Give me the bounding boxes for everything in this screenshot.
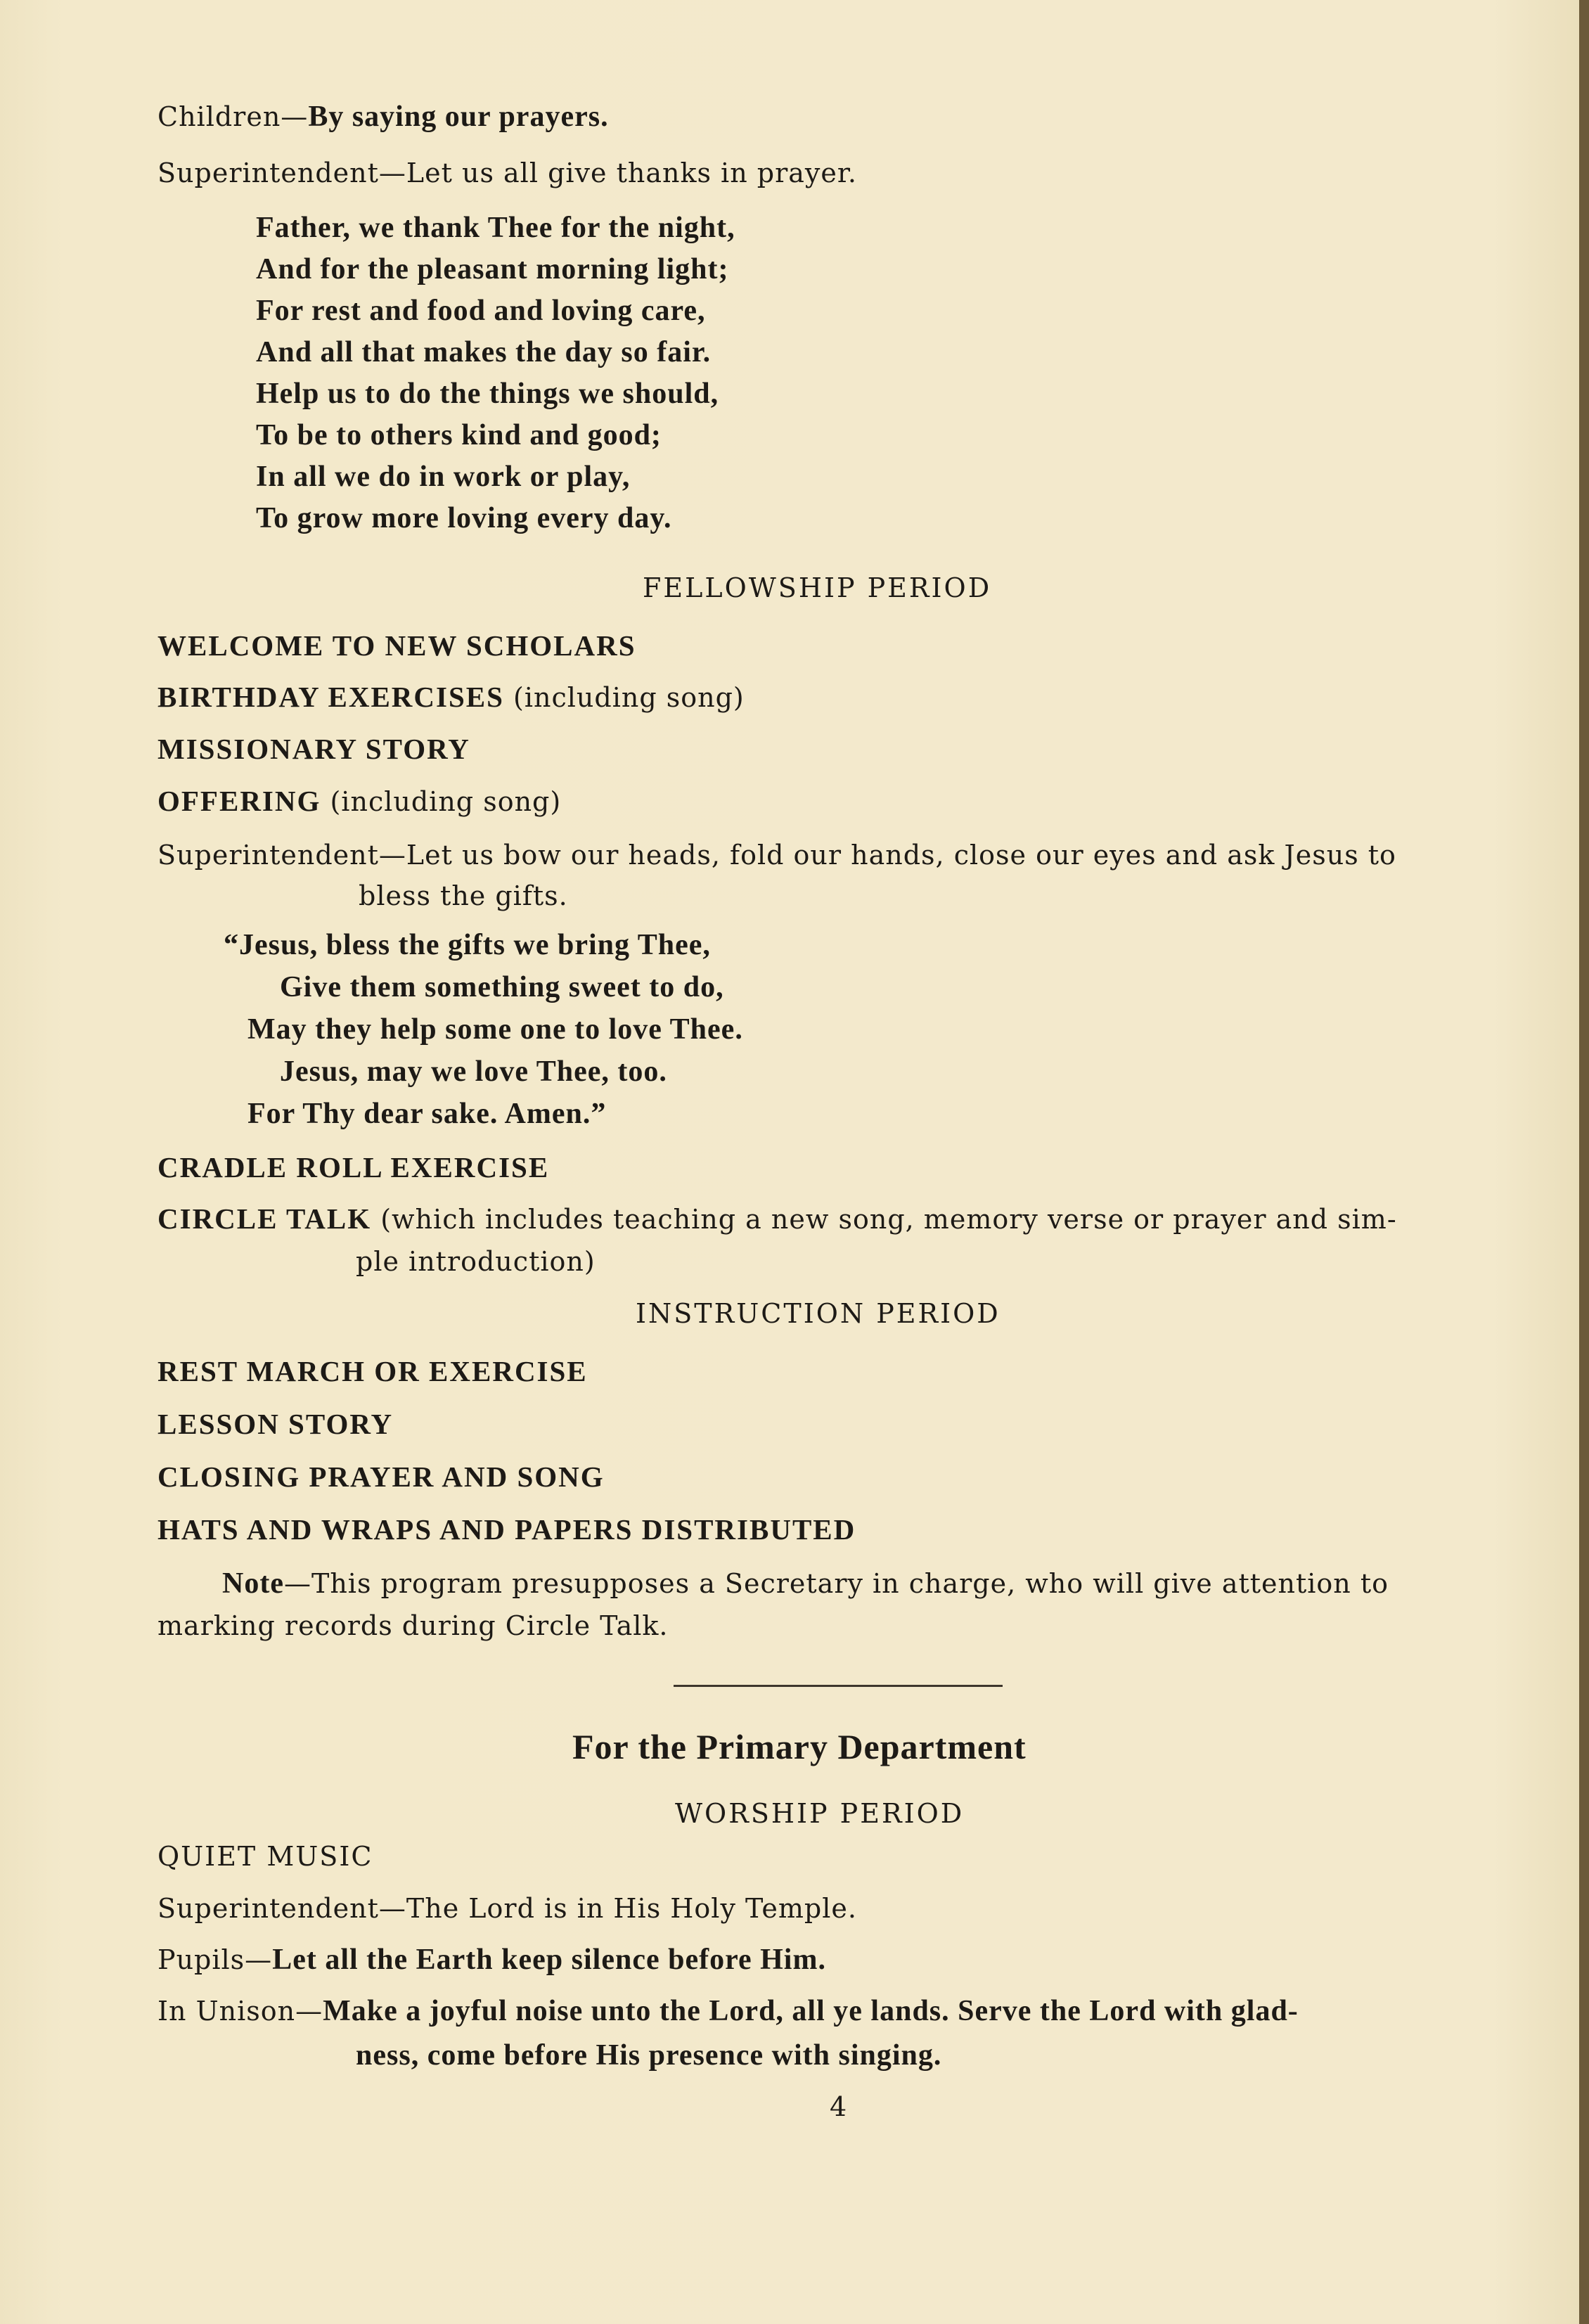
offering-prayer-line: For Thy dear sake. Amen.” (247, 1098, 607, 1130)
speaker-label: In Unison— (157, 1996, 323, 2027)
speaker-label: Pupils— (157, 1944, 273, 1975)
circle-talk-note-cont: ple introduction) (356, 1246, 596, 1277)
section-divider (674, 1685, 1003, 1687)
item-label: CIRCLE TALK (157, 1202, 372, 1235)
response-text: Make a joyful noise unto the Lord, all ye lands. Serve the Lord with glad- (323, 1995, 1299, 2027)
poem-line: And all that makes the day so fair. (256, 336, 712, 368)
instruction-item: HATS AND WRAPS AND PAPERS DISTRIBUTED (157, 1513, 856, 1546)
superintendent-line: Superintendent—The Lord is in His Holy Temple. (157, 1893, 857, 1924)
note-line-cont: marking records during Circle Talk. (157, 1610, 669, 1641)
offering-prayer-line: Jesus, may we love Thee, too. (280, 1055, 667, 1088)
poem-line: In all we do in work or play, (256, 461, 631, 493)
quiet-music-item: QUIET MUSIC (157, 1841, 373, 1872)
circle-talk-item (157, 1202, 1397, 1236)
missionary-item: MISSIONARY STORY (157, 733, 470, 765)
pupils-response (157, 1943, 826, 1977)
offering-prayer-line: May they help some one to love Thee. (247, 1013, 743, 1046)
response-text: Let all the Earth keep silence before Him. (272, 1944, 826, 1976)
poem-line: To be to others kind and good; (256, 419, 662, 451)
poem-line: And for the pleasant morning light; (256, 253, 729, 285)
offering-item (157, 784, 561, 818)
item-label: OFFERING (157, 785, 321, 817)
superintendent-line: Superintendent—Let us all give thanks in prayer. (157, 158, 857, 188)
response-text: By saying our prayers. (308, 101, 609, 133)
fellowship-heading: FELLOWSHIP PERIOD (643, 572, 992, 603)
offering-prayer-line: Give them something sweet to do, (280, 971, 724, 1003)
note-line (222, 1567, 1389, 1600)
poem-line: Help us to do the things we should, (256, 378, 719, 410)
item-note: (which includes teaching a new song, memory verse or prayer and sim- (371, 1204, 1397, 1235)
superintendent-line: Superintendent—Let us bow our heads, fold our hands, close our eyes and ask Jesus to (157, 840, 1396, 871)
instruction-item: CLOSING PRAYER AND SONG (157, 1460, 605, 1493)
children-response (157, 100, 609, 134)
birthday-item (157, 680, 745, 714)
speaker-label: Children— (157, 101, 309, 132)
instruction-heading: INSTRUCTION PERIOD (636, 1298, 1001, 1329)
primary-department-title: For the Primary Department (572, 1727, 1027, 1766)
unison-response (157, 1994, 1299, 2028)
note-label: Note (222, 1567, 284, 1600)
poem-line: To grow more loving every day. (256, 502, 672, 534)
item-note: (including song) (503, 682, 745, 713)
superintendent-line-cont: bless the gifts. (359, 880, 568, 911)
note-text: —This program presupposes a Secretary in charge, who will give attention to (283, 1568, 1389, 1599)
worship-heading: WORSHIP PERIOD (675, 1798, 965, 1829)
page-edge (1579, 0, 1589, 2324)
offering-prayer-line: “Jesus, bless the gifts we bring Thee, (224, 929, 711, 961)
instruction-item: LESSON STORY (157, 1408, 394, 1440)
cradle-roll-item: CRADLE ROLL EXERCISE (157, 1151, 550, 1183)
item-note: (including song) (321, 786, 562, 817)
unison-response-cont: ness, come before His presence with singing. (356, 2039, 942, 2072)
instruction-item: REST MARCH OR EXERCISE (157, 1355, 588, 1387)
poem-line: Father, we thank Thee for the night, (256, 212, 735, 244)
page-number: 4 (830, 2091, 848, 2122)
poem-line: For rest and food and loving care, (256, 295, 706, 327)
welcome-item: WELCOME TO NEW SCHOLARS (157, 629, 636, 662)
item-label: BIRTHDAY EXERCISES (157, 681, 504, 713)
